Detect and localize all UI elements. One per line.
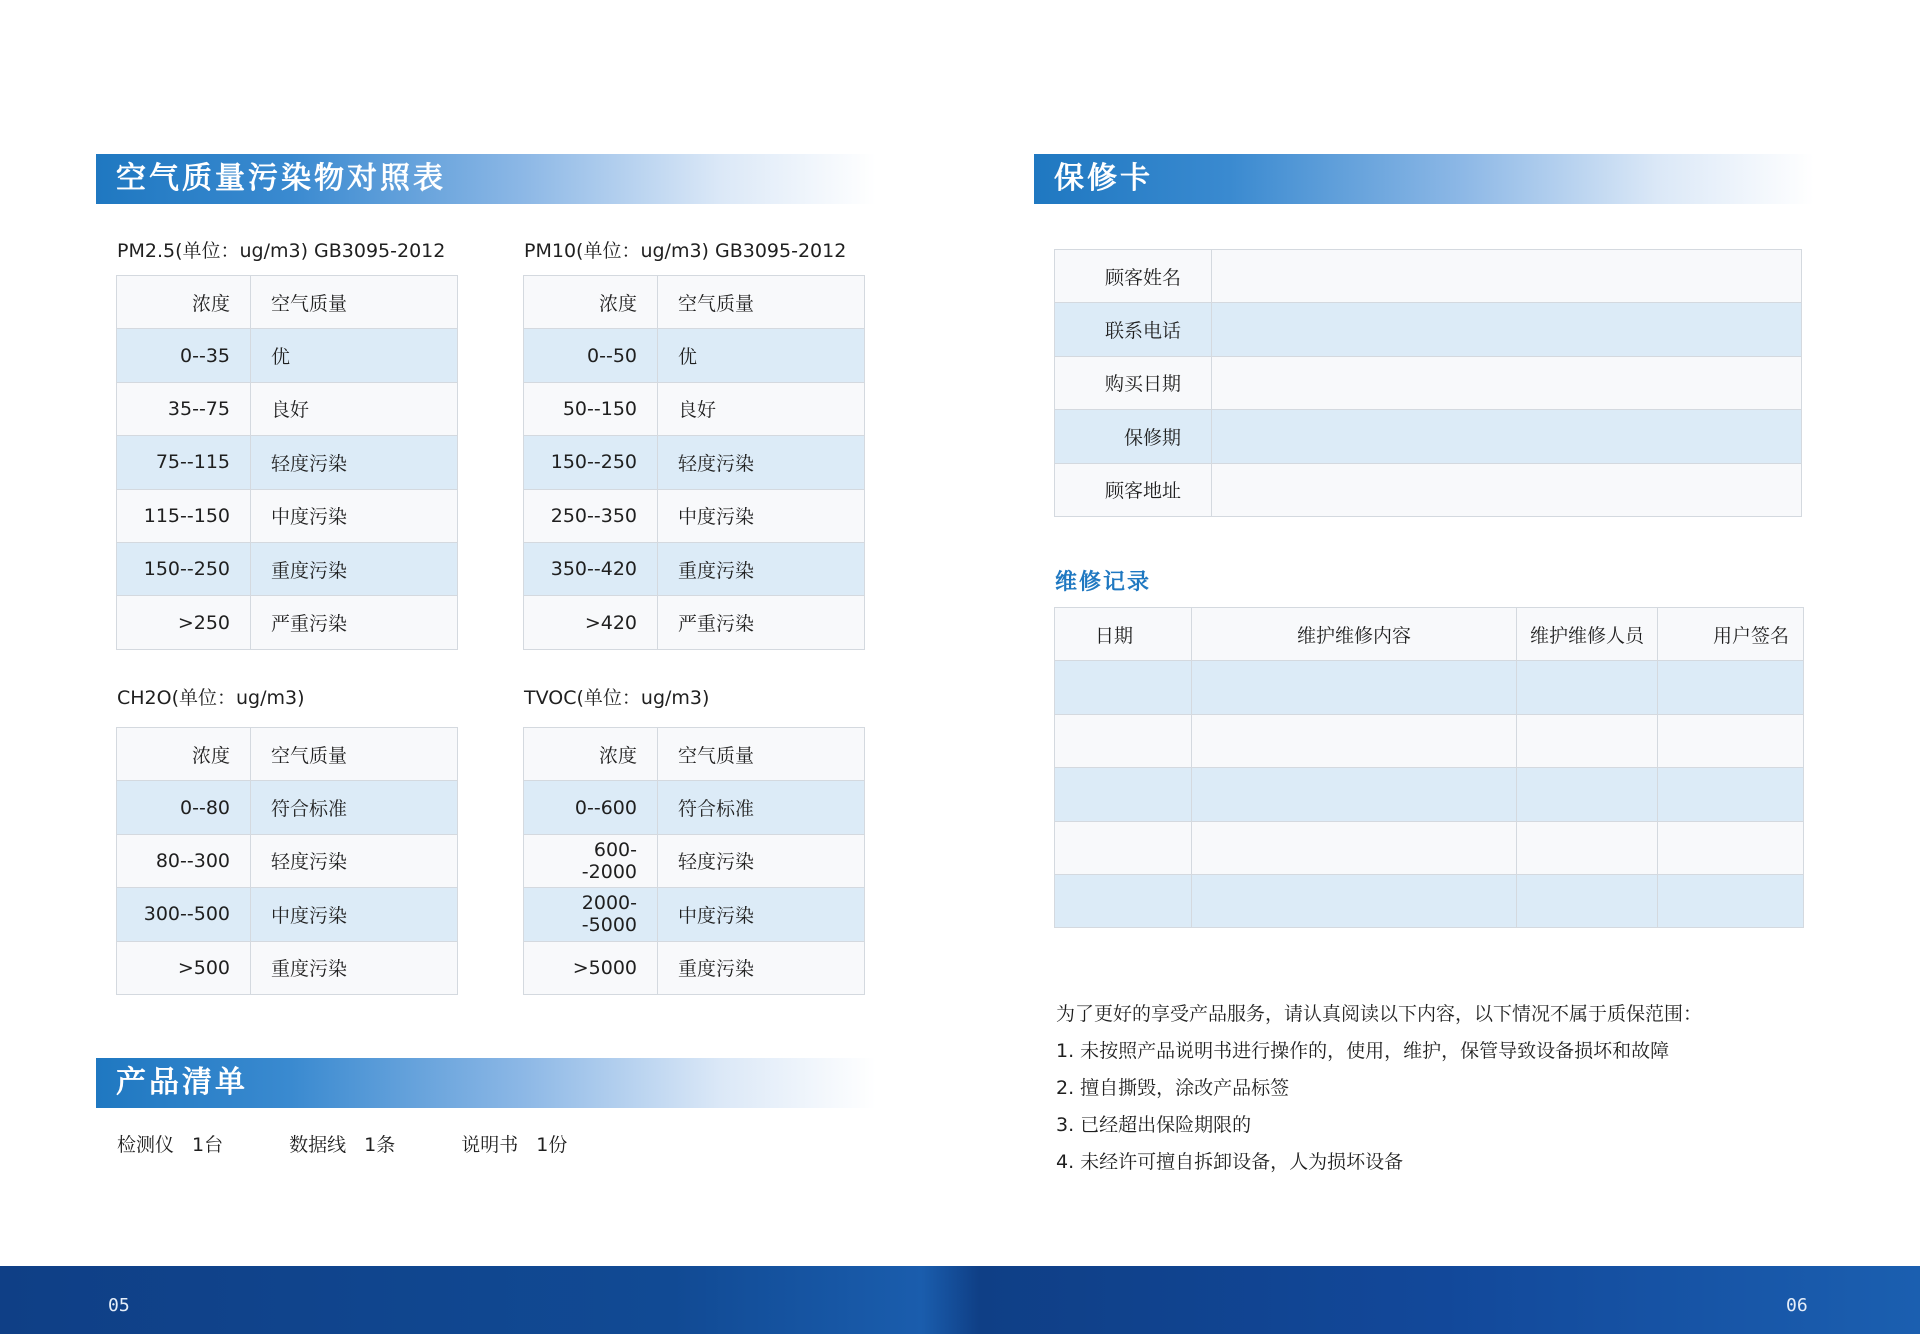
cell-range: 0--50	[524, 329, 658, 382]
cell[interactable]	[1192, 714, 1517, 767]
cell-level: 轻度污染	[251, 834, 458, 887]
table-row	[1055, 463, 1802, 516]
cell-level: 优	[658, 329, 865, 382]
cell-range: 600--2000	[524, 834, 658, 887]
cell[interactable]	[1055, 874, 1192, 927]
table-row	[1055, 714, 1804, 767]
notes-item: 3. 已经超出保险期限的	[1056, 1114, 1252, 1136]
cell-range: >250	[117, 596, 251, 649]
table-row	[1055, 250, 1802, 303]
cell-range: 150--250	[117, 542, 251, 595]
table-row	[524, 596, 865, 649]
cell-range: 75--115	[117, 436, 251, 489]
pm25-table	[116, 275, 458, 650]
cell[interactable]	[1658, 768, 1804, 821]
field-label: 顾客姓名	[1055, 250, 1212, 303]
table-row	[524, 941, 865, 994]
cell-level: 轻度污染	[658, 436, 865, 489]
cell-range: >500	[117, 941, 251, 994]
tvoc-caption: TVOC(单位：ug/m3)	[524, 687, 710, 709]
table-row	[1055, 661, 1804, 714]
cell-range: 150--250	[524, 436, 658, 489]
table-row	[117, 382, 458, 435]
table-row	[524, 436, 865, 489]
field-label: 联系电话	[1055, 303, 1212, 356]
cell-range: 35--75	[117, 382, 251, 435]
header-staff: 维护维修人员	[1517, 608, 1658, 661]
header-content: 维护维修内容	[1192, 608, 1517, 661]
cell[interactable]	[1055, 821, 1192, 874]
cell-range: 350--420	[524, 542, 658, 595]
cell[interactable]	[1658, 661, 1804, 714]
table-row	[524, 834, 865, 887]
cell-level: 轻度污染	[658, 834, 865, 887]
header-date: 日期	[1055, 608, 1192, 661]
cell-range: 0--600	[524, 781, 658, 834]
table-row	[1055, 356, 1802, 409]
cell[interactable]	[1658, 821, 1804, 874]
product-list-title-banner: 产品清单	[96, 1058, 876, 1108]
product-name: 数据线	[289, 1134, 347, 1156]
table-row	[1055, 303, 1802, 356]
pm10-table	[523, 275, 865, 650]
table-row	[1055, 874, 1804, 927]
table-row	[117, 941, 458, 994]
product-qty: 1条	[364, 1134, 396, 1156]
list-item	[117, 1130, 223, 1157]
cell-level: 符合标准	[658, 781, 865, 834]
table-row	[524, 888, 865, 941]
page-number-right: 06	[1786, 1295, 1808, 1316]
cell-range: 2000--5000	[524, 888, 658, 941]
cell-level: 中度污染	[251, 888, 458, 941]
cell-level: 良好	[658, 382, 865, 435]
cell[interactable]	[1192, 768, 1517, 821]
header-concentration: 浓度	[117, 728, 251, 781]
field-label: 购买日期	[1055, 356, 1212, 409]
notes-intro: 为了更好的享受产品服务，请认真阅读以下内容，以下情况不属于质保范围：	[1056, 1003, 1703, 1025]
table-row	[117, 276, 458, 329]
product-qty: 1份	[536, 1134, 568, 1156]
cell-range: 50--150	[524, 382, 658, 435]
footer-bar	[0, 1266, 1920, 1334]
table-row	[117, 329, 458, 382]
cell-range: 300--500	[117, 888, 251, 941]
table-row	[117, 596, 458, 649]
header-concentration: 浓度	[524, 276, 658, 329]
cell-range: >5000	[524, 941, 658, 994]
product-name: 说明书	[461, 1134, 519, 1156]
cell-range: 0--80	[117, 781, 251, 834]
product-list	[117, 1130, 633, 1157]
cell-range: 250--350	[524, 489, 658, 542]
table-row	[117, 728, 458, 781]
table-row	[524, 382, 865, 435]
table-row	[524, 489, 865, 542]
cell[interactable]	[1658, 714, 1804, 767]
cell[interactable]	[1192, 874, 1517, 927]
cell[interactable]	[1517, 661, 1658, 714]
cell-level: 符合标准	[251, 781, 458, 834]
cell-level: 严重污染	[658, 596, 865, 649]
table-row	[117, 888, 458, 941]
cell-range: 80--300	[117, 834, 251, 887]
cell[interactable]	[1517, 821, 1658, 874]
table-row	[1055, 410, 1802, 463]
notes-item: 4. 未经许可擅自拆卸设备，人为损坏设备	[1056, 1151, 1404, 1173]
repair-record-heading: 维修记录	[1055, 570, 1152, 595]
cell-level: 优	[251, 329, 458, 382]
header-quality: 空气质量	[251, 276, 458, 329]
cell[interactable]	[1192, 821, 1517, 874]
cell[interactable]	[1055, 714, 1192, 767]
notes-item: 1. 未按照产品说明书进行操作的，使用，维护，保管导致设备损坏和故障	[1056, 1040, 1670, 1062]
table-row	[1055, 768, 1804, 821]
tvoc-table	[523, 727, 865, 995]
header-quality: 空气质量	[658, 276, 865, 329]
field-value[interactable]	[1212, 463, 1802, 516]
field-value[interactable]	[1212, 356, 1802, 409]
cell[interactable]	[1055, 661, 1192, 714]
cell-level: 重度污染	[658, 542, 865, 595]
product-qty: 1台	[192, 1134, 224, 1156]
cell-level: 严重污染	[251, 596, 458, 649]
table-row	[524, 276, 865, 329]
table-row	[524, 728, 865, 781]
table-row	[1055, 608, 1804, 661]
table-row	[1055, 821, 1804, 874]
page-number-left: 05	[108, 1295, 130, 1316]
table-row	[117, 489, 458, 542]
cell-range: >420	[524, 596, 658, 649]
pm10-caption: PM10(单位：ug/m3) GB3095-2012	[524, 240, 847, 262]
table-row	[117, 542, 458, 595]
cell-level: 中度污染	[658, 489, 865, 542]
repair-record-table	[1054, 607, 1804, 928]
cell-level: 轻度污染	[251, 436, 458, 489]
cell-level: 重度污染	[251, 542, 458, 595]
table-row	[524, 781, 865, 834]
list-item	[461, 1130, 567, 1157]
cell[interactable]	[1517, 874, 1658, 927]
table-row	[117, 781, 458, 834]
header-signature: 用户签名	[1658, 608, 1804, 661]
cell[interactable]	[1055, 768, 1192, 821]
cell[interactable]	[1658, 874, 1804, 927]
table-row	[117, 834, 458, 887]
cell-range: 115--150	[117, 489, 251, 542]
header-concentration: 浓度	[524, 728, 658, 781]
cell[interactable]	[1192, 661, 1517, 714]
field-label: 保修期	[1055, 410, 1212, 463]
header-quality: 空气质量	[251, 728, 458, 781]
pm25-caption: PM2.5(单位：ug/m3) GB3095-2012	[117, 240, 446, 262]
warranty-table	[1054, 249, 1802, 517]
cell-range: 0--35	[117, 329, 251, 382]
table-row	[524, 329, 865, 382]
cell-level: 重度污染	[251, 941, 458, 994]
ch2o-table	[116, 727, 458, 995]
header-quality: 空气质量	[658, 728, 865, 781]
notes-item: 2. 擅自撕毁，涂改产品标签	[1056, 1077, 1290, 1099]
warranty-card-title-banner: 保修卡	[1034, 154, 1814, 204]
product-name: 检测仪	[117, 1134, 175, 1156]
warranty-notes	[1056, 996, 1702, 1181]
cell[interactable]	[1517, 768, 1658, 821]
field-label: 顾客地址	[1055, 463, 1212, 516]
cell[interactable]	[1517, 714, 1658, 767]
table-row	[117, 436, 458, 489]
field-value[interactable]	[1212, 303, 1802, 356]
table-row	[524, 542, 865, 595]
air-quality-title-banner: 空气质量污染物对照表	[96, 154, 876, 204]
field-value[interactable]	[1212, 250, 1802, 303]
field-value[interactable]	[1212, 410, 1802, 463]
cell-level: 重度污染	[658, 941, 865, 994]
cell-level: 良好	[251, 382, 458, 435]
cell-level: 中度污染	[658, 888, 865, 941]
cell-level: 中度污染	[251, 489, 458, 542]
ch2o-caption: CH2O(单位：ug/m3)	[117, 687, 305, 709]
header-concentration: 浓度	[117, 276, 251, 329]
list-item	[289, 1130, 395, 1157]
